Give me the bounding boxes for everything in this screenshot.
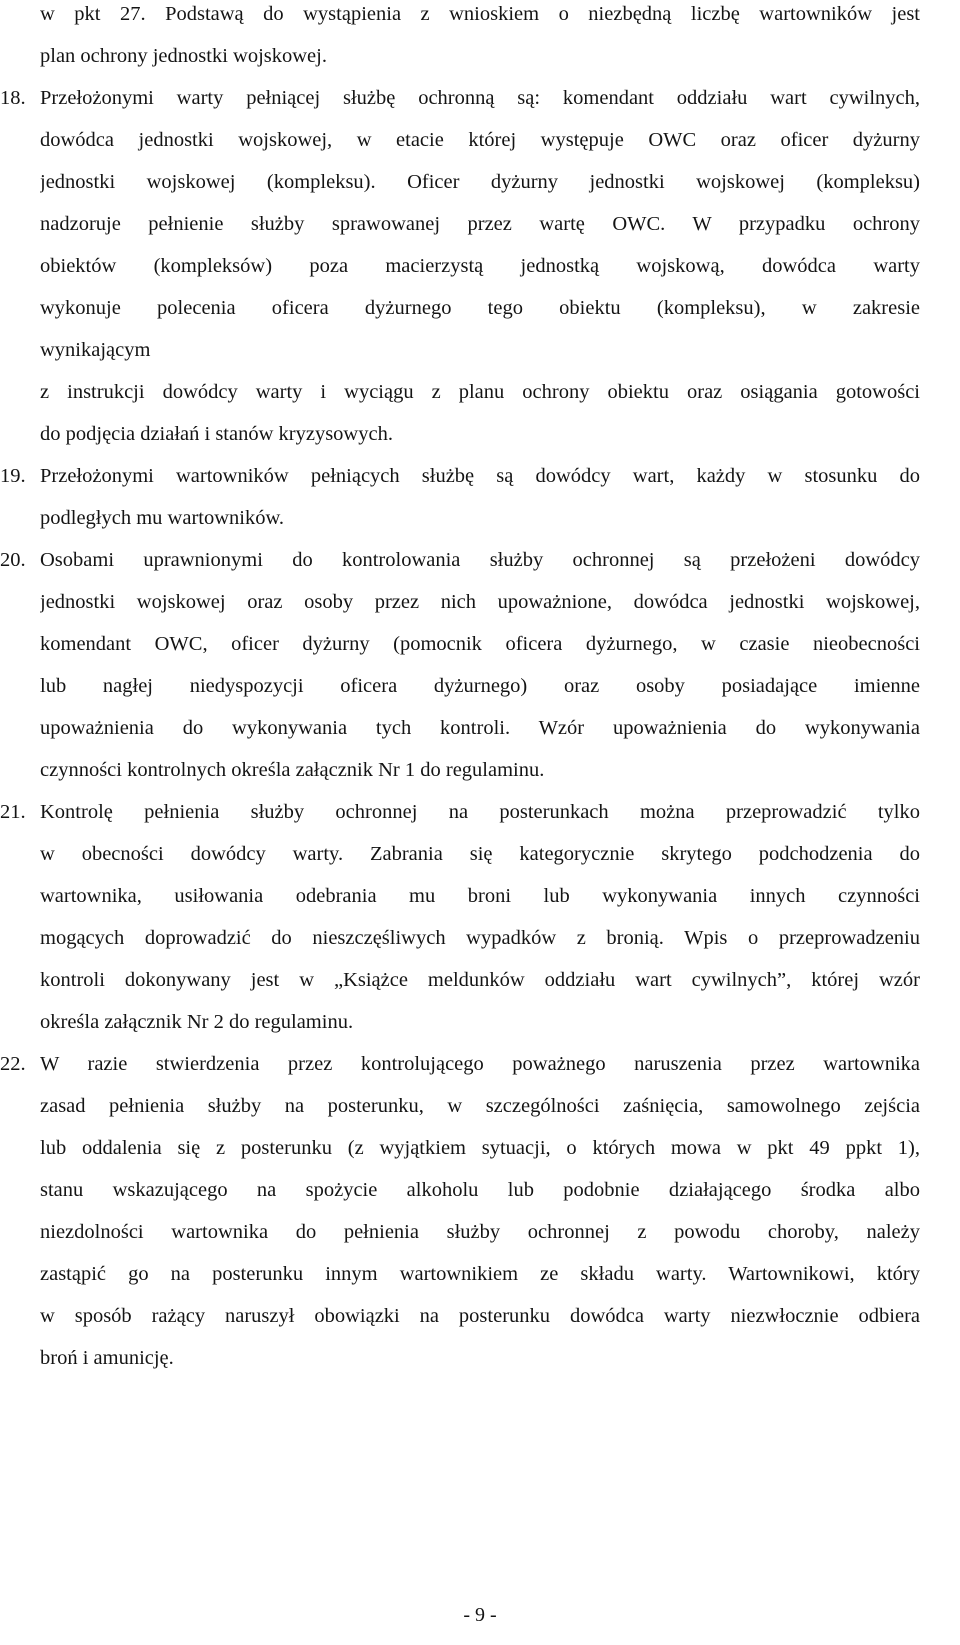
numbered-paragraph-line	[0, 455, 920, 497]
page-number: - 9 -	[463, 1604, 497, 1626]
numbered-paragraph-line	[0, 539, 920, 581]
paragraph-number: 22.	[0, 1053, 26, 1075]
numbered-paragraph-line	[0, 1043, 920, 1085]
paragraph-text-line: Kontrolę pełnienia służby ochronnej na posterunkach można przeprowadzić tylko	[40, 801, 920, 823]
paragraph-text-line: Przełożonymi warty pełniącej służbę ochronną są: komendant oddziału wart cywilnych,	[40, 87, 920, 109]
paragraph-number: 19.	[0, 465, 26, 487]
paragraph-text-line: zasad pełnienia służby na posterunku, w szczególności zaśnięcia, samowolnego zejścia	[40, 1095, 920, 1117]
paragraph-text-line: określa załącznik Nr 2 do regulaminu.	[40, 1011, 354, 1033]
paragraph-text-line: w sposób rażący naruszył obowiązki na posterunku dowódca warty niezwłocznie odbiera	[40, 1305, 920, 1327]
paragraph-text-line: W razie stwierdzenia przez kontrolującego poważnego naruszenia przez wartownika	[40, 1053, 920, 1075]
paragraph-text-line: obiektów (kompleksów) poza macierzystą jednostką wojskową, dowódca warty	[40, 255, 920, 277]
paragraph-text-line: mogących doprowadzić do nieszczęśliwych wypadków z bronią. Wpis o przeprowadzeniu	[40, 927, 920, 949]
paragraph-text-line: zastąpić go na posterunku innym wartownikiem ze składu warty. Wartownikowi, który	[40, 1263, 920, 1285]
paragraph-number: 21.	[0, 801, 26, 823]
paragraph-text-line: nadzoruje pełnienie służby sprawowanej przez wartę OWC. W przypadku ochrony	[40, 213, 920, 235]
paragraph-text-line: plan ochrony jednostki wojskowej.	[40, 45, 327, 67]
numbered-paragraph-line	[0, 791, 920, 833]
paragraph-text-line: jednostki wojskowej oraz osoby przez nich upoważnione, dowódca jednostki wojskowej,	[40, 591, 920, 613]
paragraph-text-line: kontroli dokonywany jest w „Książce meldunków oddziału wart cywilnych”, której wzór	[40, 969, 920, 991]
paragraph-number: 18.	[0, 87, 26, 109]
paragraph-text-line: lub oddalenia się z posterunku (z wyjątkiem sytuacji, o których mowa w pkt 49 ppkt 1),	[40, 1137, 920, 1159]
paragraph-text-line: komendant OWC, oficer dyżurny (pomocnik oficera dyżurnego, w czasie nieobecności	[40, 633, 920, 655]
paragraph-text-line: upoważnienia do wykonywania tych kontroli. Wzór upoważnienia do wykonywania	[40, 717, 920, 739]
paragraph-text-line: Osobami uprawnionymi do kontrolowania służby ochronnej są przełożeni dowódcy	[40, 549, 920, 571]
paragraph-text-line: z instrukcji dowódcy warty i wyciągu z planu ochrony obiektu oraz osiągania gotowości	[40, 381, 920, 403]
paragraph-text-line: stanu wskazującego na spożycie alkoholu lub podobnie działającego środka albo	[40, 1179, 920, 1201]
paragraph-text-line: wykonuje polecenia oficera dyżurnego tego obiektu (kompleksu), w zakresie	[40, 297, 920, 319]
paragraph-text-line: do podjęcia działań i stanów kryzysowych.	[40, 423, 393, 445]
paragraph-text-line: w obecności dowódcy warty. Zabrania się kategorycznie skrytego podchodzenia do	[40, 843, 920, 865]
paragraph-text-line: dowódca jednostki wojskowej, w etacie której występuje OWC oraz oficer dyżurny	[40, 129, 920, 151]
paragraph-text-line: jednostki wojskowej (kompleksu). Oficer dyżurny jednostki wojskowej (kompleksu)	[40, 171, 920, 193]
paragraph-text-line: broń i amunicję.	[40, 1347, 174, 1369]
paragraph-text-line: lub nagłej niedyspozycji oficera dyżurnego) oraz osoby posiadające imienne	[40, 675, 920, 697]
paragraph-text-line: podległych mu wartowników.	[40, 507, 285, 529]
paragraph-text-line: niezdolności wartownika do pełnienia służby ochronnej z powodu choroby, należy	[40, 1221, 920, 1243]
paragraph-text-line: w pkt 27. Podstawą do wystąpienia z wnioskiem o niezbędną liczbę wartowników jest	[40, 3, 920, 25]
paragraph-text-line: wartownika, usiłowania odebrania mu broni lub wykonywania innych czynności	[40, 885, 920, 907]
paragraph-text-line: czynności kontrolnych określa załącznik Nr 1 do regulaminu.	[40, 759, 545, 781]
paragraph-number: 20.	[0, 549, 26, 571]
paragraph-text-line: wynikającym	[40, 339, 151, 361]
paragraph-text-line: Przełożonymi wartowników pełniących służbę są dowódcy wart, każdy w stosunku do	[40, 465, 920, 487]
numbered-paragraph-line	[0, 77, 920, 119]
